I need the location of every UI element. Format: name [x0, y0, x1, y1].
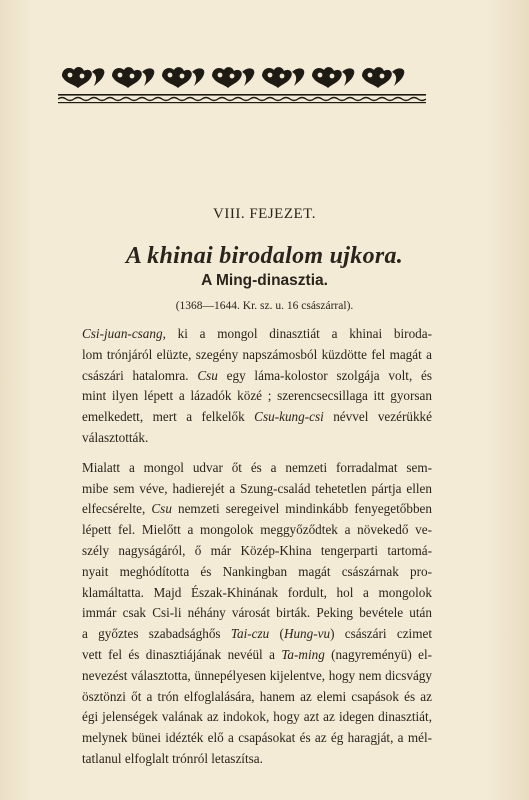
- text-run: (nagyreményü) el-: [324, 646, 432, 662]
- text-run: császári hatalomra.: [82, 367, 198, 383]
- italic-name: Csi-juan-csang: [82, 326, 163, 341]
- paragraph: [82, 324, 432, 449]
- text-line: [82, 324, 432, 345]
- text-run: választották.: [82, 429, 149, 445]
- italic-name: Csu: [197, 367, 218, 383]
- text-line: [82, 562, 432, 583]
- text-line: [82, 479, 432, 500]
- paragraph: [82, 458, 432, 770]
- text-run: ) császári czimet: [330, 626, 432, 642]
- text-run: nevezést választotta, ünnepélyesen kijelentve, hogy nem dicsvágy: [82, 667, 432, 683]
- text-run: nemzeti seregeivel mindinkább fenyegetőbben: [171, 501, 432, 517]
- text-line: [82, 666, 432, 687]
- decorative-headpiece-ornament: [58, 62, 426, 104]
- text-run: , ki a mongol dinasztiát a khinai biroda-: [162, 326, 432, 341]
- italic-name: Tai-czu: [230, 626, 270, 642]
- text-run: elfecsérelte,: [82, 501, 152, 517]
- text-run: egy láma-kolostor szolgája volt, és: [217, 367, 432, 383]
- text-run: mint ilyen lépett a lázadók közé ; szerencsecsillaga itt gyorsan: [82, 388, 432, 404]
- text-run: emelkedett, mert a felkelők: [82, 409, 255, 425]
- text-run: tatlanul elfoglalt trónról letaszítsa.: [82, 750, 263, 766]
- italic-name: Hung-vu: [283, 626, 331, 642]
- text-run: nyait meghódította és Nankingban magát császárnak pro-: [82, 563, 432, 579]
- text-line: [82, 366, 432, 387]
- text-line: [82, 345, 432, 366]
- text-run: lépett fel. Mielőtt a mongolok meggyőződtek a növekedő ve-: [82, 522, 432, 538]
- body-text: [82, 324, 432, 770]
- text-run: lom trónjáról elüzte, szegény napszámosból küzdötte fel magát a: [82, 346, 432, 362]
- text-run: névvel vezérükké: [323, 409, 432, 425]
- text-line: [82, 749, 432, 770]
- text-line: [82, 499, 432, 520]
- text-run: Mialatt a mongol udvar őt és a nemzeti forradalmat sem-: [82, 459, 432, 475]
- date-range-note: (1368—1644. Kr. sz. u. 16 császárral).: [175, 300, 354, 312]
- italic-name: Csu-kung-csi: [254, 409, 324, 425]
- italic-name: Ta-ming: [281, 646, 325, 662]
- text-line: [82, 603, 432, 624]
- italic-name: Csu: [151, 501, 172, 517]
- text-line: [82, 386, 432, 407]
- text-line: [82, 728, 432, 749]
- text-run: immár csak Csi-li néhány városát birták. Peking bevétele után: [82, 605, 432, 621]
- text-run: a győztes szabadsághős: [82, 626, 231, 642]
- text-run: szély nagyságáról, ő már Közép-Khina tengerparti tartomá-: [82, 542, 432, 558]
- text-run: égi jelenségek valának az indokok, hogy azt az idegen dinasztiát,: [82, 709, 432, 725]
- text-run: mibe sem véve, hadierejét a Szung-család tehetetlen pártja ellen: [82, 480, 432, 496]
- chapter-title: A khinai birodalom ujkora.: [125, 243, 404, 269]
- text-line: [82, 645, 432, 666]
- text-line: [82, 583, 432, 604]
- text-run: (: [269, 626, 284, 642]
- chapter-number: VIII. FEJEZET.: [213, 206, 316, 222]
- text-run: ösztönzi őt a trón elfoglalására, hanem az elemi csapások és az: [82, 688, 432, 704]
- text-line: [82, 624, 432, 645]
- text-line: [82, 458, 432, 479]
- text-run: vett fel és dinasztiájának nevéül a: [82, 646, 282, 662]
- text-line: [82, 687, 432, 708]
- text-line: [82, 520, 432, 541]
- text-line: [82, 707, 432, 728]
- text-line: [82, 428, 432, 449]
- section-subtitle: A Ming-dinasztia.: [201, 272, 328, 289]
- text-run: melynek bünei idézték elő a csapásokat és az ég haragját, a mél-: [82, 730, 432, 746]
- text-line: [82, 541, 432, 562]
- text-run: klamáltatta. Majd Észak-Khinának fordult, hol a mongolok: [82, 584, 432, 600]
- text-line: [82, 407, 432, 428]
